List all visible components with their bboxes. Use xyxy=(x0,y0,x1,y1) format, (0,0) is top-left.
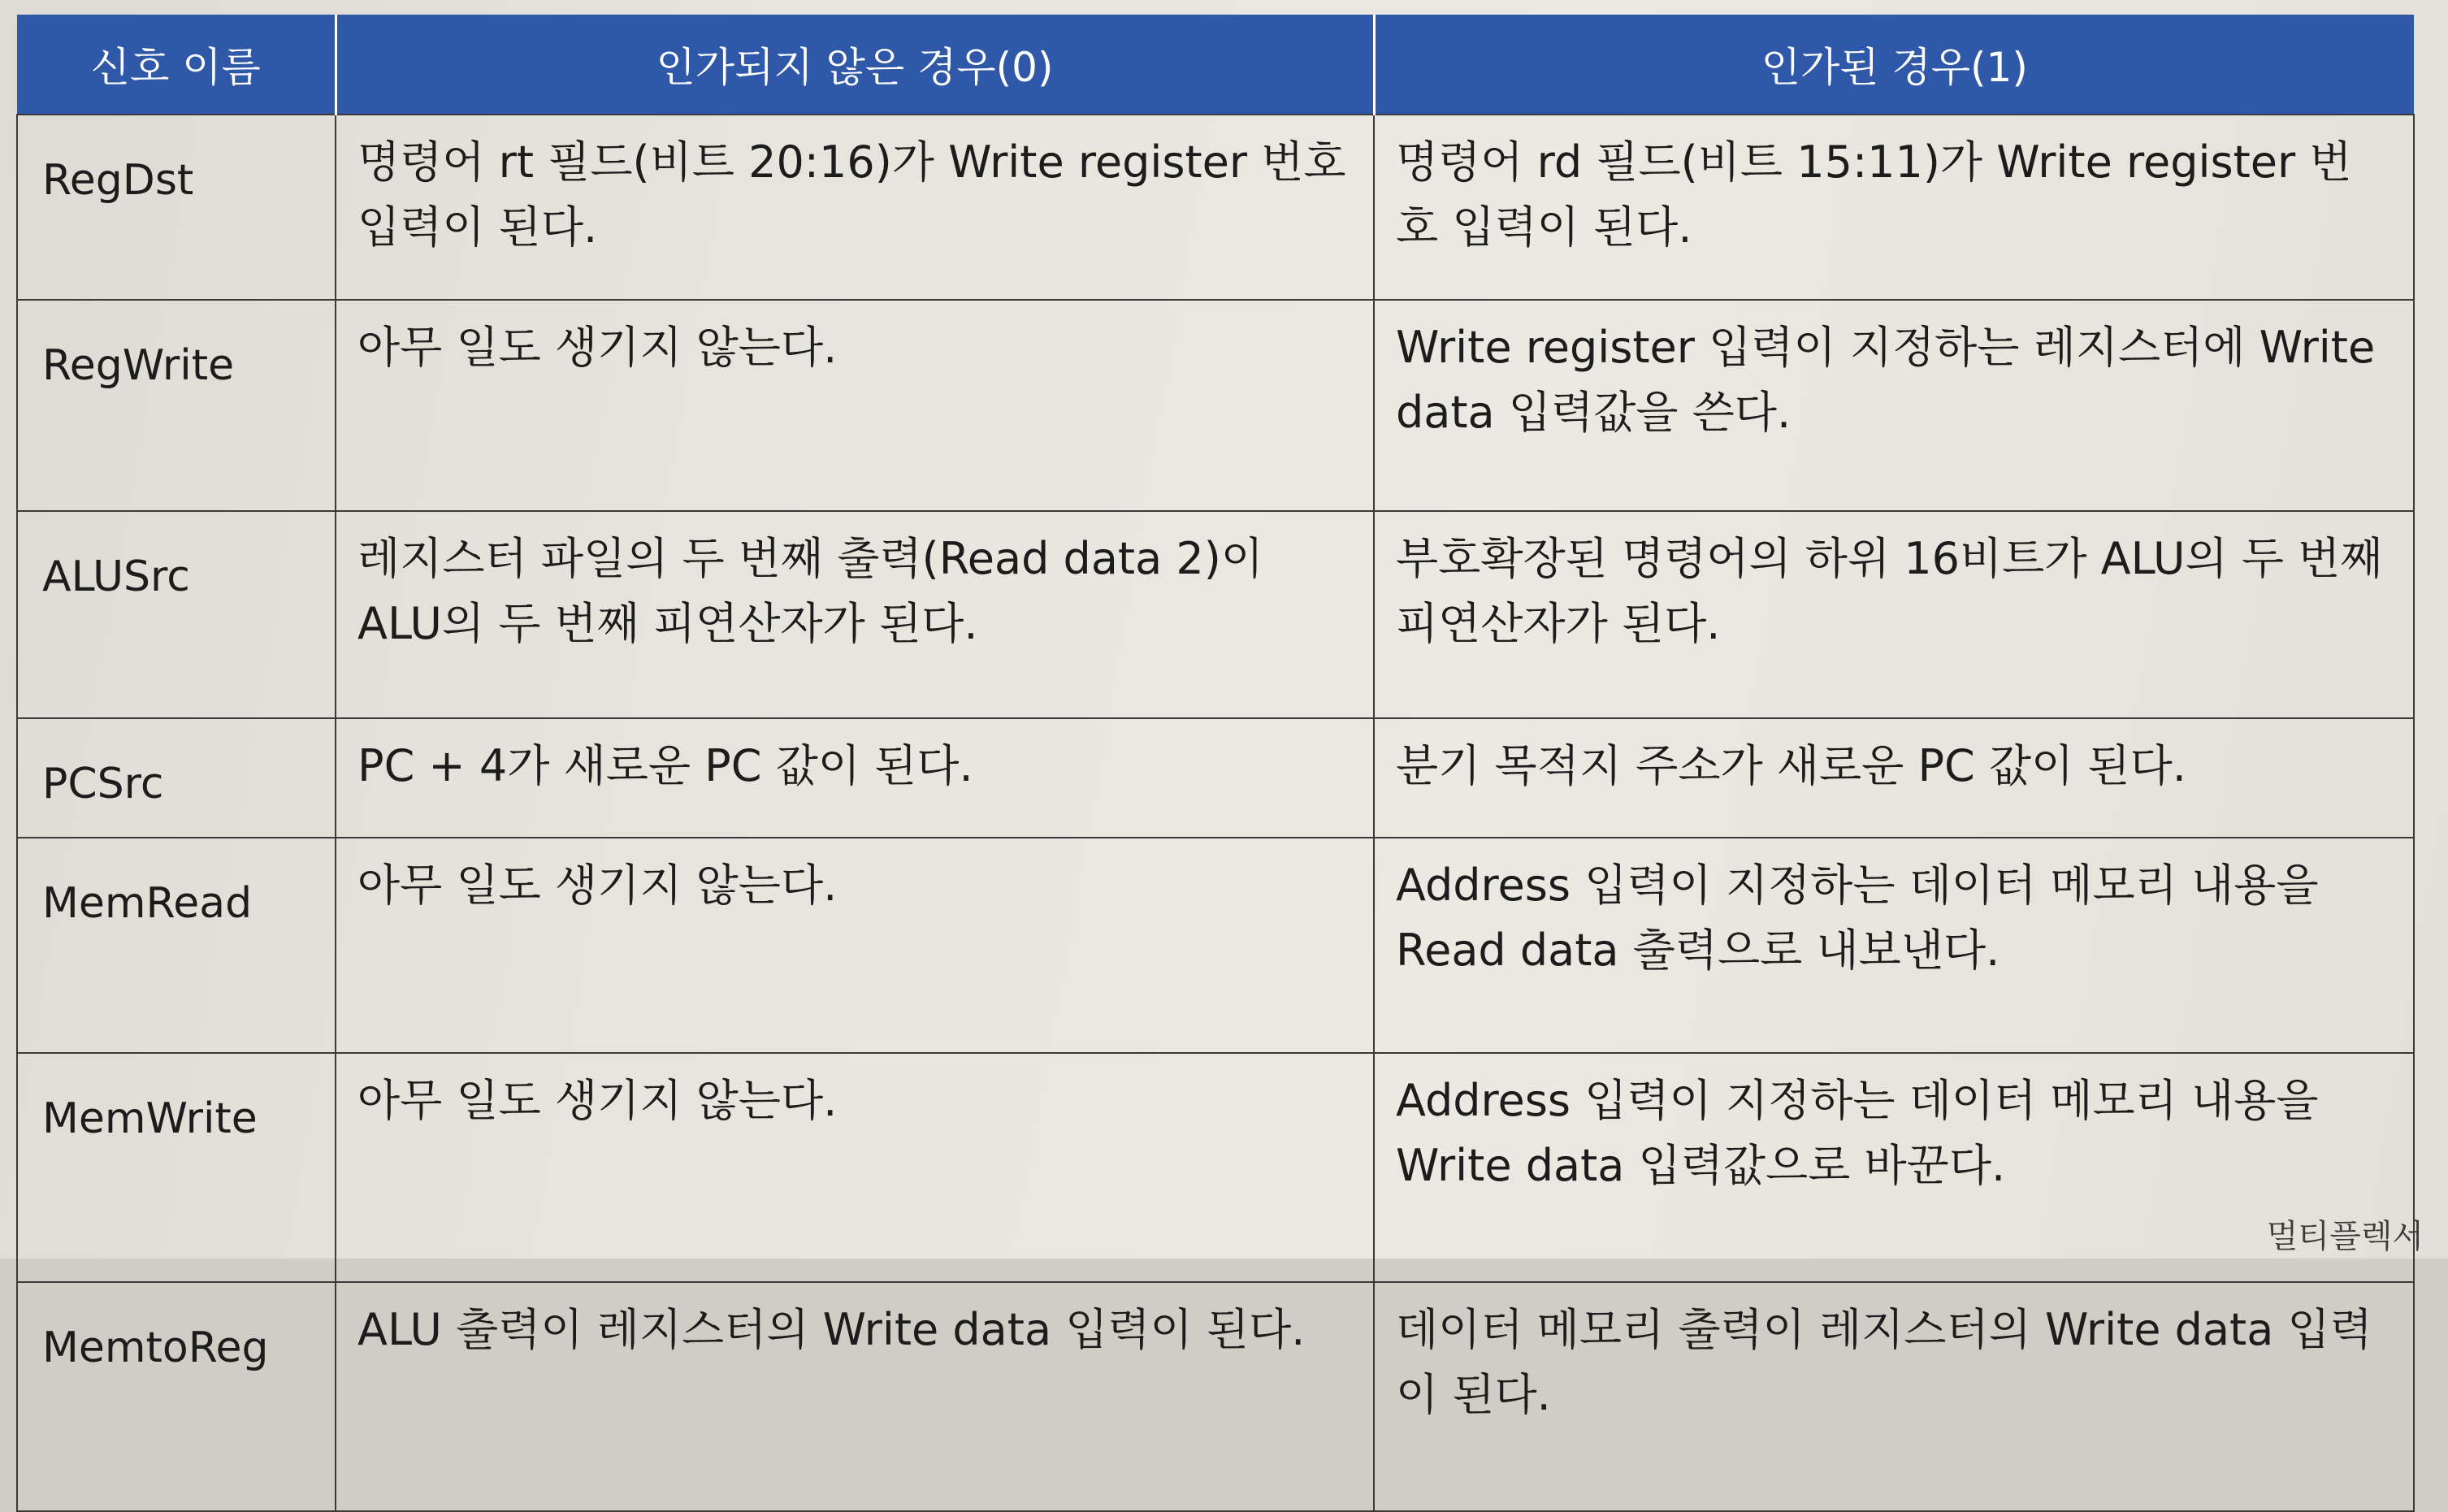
table-header-row xyxy=(17,15,2414,115)
table-row xyxy=(17,300,2414,511)
asserted-effect: 부호확장된 명령어의 하위 16비트가 ALU의 두 번째 피연산자가 된다. xyxy=(1374,511,2414,718)
signal-name: MemtoReg xyxy=(17,1282,336,1511)
table-row xyxy=(17,838,2414,1053)
cut-off-page-text: 멀티플렉서 xyxy=(2266,1218,2424,1255)
deasserted-effect: PC + 4가 새로운 PC 값이 된다. xyxy=(336,718,1374,838)
signal-name: RegDst xyxy=(17,115,336,300)
asserted-effect: 분기 목적지 주소가 새로운 PC 값이 된다. xyxy=(1374,718,2414,838)
asserted-effect: 명령어 rd 필드(비트 15:11)가 Write register 번호 입력이 된다. xyxy=(1374,115,2414,300)
signal-name: ALUSrc xyxy=(17,511,336,718)
deasserted-effect: 아무 일도 생기지 않는다. xyxy=(336,1053,1374,1282)
asserted-effect: 데이터 메모리 출력이 레지스터의 Write data 입력이 된다. xyxy=(1374,1282,2414,1511)
asserted-effect: Address 입력이 지정하는 데이터 메모리 내용을 Write data 입력값으로 바꾼다. xyxy=(1374,1053,2414,1282)
deasserted-effect: 명령어 rt 필드(비트 20:16)가 Write register 번호 입력이 된다. xyxy=(336,115,1374,300)
table-row xyxy=(17,1282,2414,1511)
table-row xyxy=(17,115,2414,300)
control-signal-table-wrapper xyxy=(16,15,2413,1420)
table-row xyxy=(17,511,2414,718)
signal-name: MemRead xyxy=(17,838,336,1053)
signal-name: MemWrite xyxy=(17,1053,336,1282)
asserted-effect: Address 입력이 지정하는 데이터 메모리 내용을 Read data 출력으로 내보낸다. xyxy=(1374,838,2414,1053)
header-asserted: 인가된 경우(1) xyxy=(1374,15,2414,115)
deasserted-effect: 아무 일도 생기지 않는다. xyxy=(336,300,1374,511)
asserted-effect: Write register 입력이 지정하는 레지스터에 Write data 입력값을 쓴다. xyxy=(1374,300,2414,511)
header-signal-name: 신호 이름 xyxy=(17,15,336,115)
signal-name: RegWrite xyxy=(17,300,336,511)
control-signal-table xyxy=(16,15,2415,1512)
deasserted-effect: 레지스터 파일의 두 번째 출력(Read data 2)이 ALU의 두 번째 피연산자가 된다. xyxy=(336,511,1374,718)
header-deasserted: 인가되지 않은 경우(0) xyxy=(336,15,1374,115)
table-row xyxy=(17,1053,2414,1282)
deasserted-effect: ALU 출력이 레지스터의 Write data 입력이 된다. xyxy=(336,1282,1374,1511)
table-row xyxy=(17,718,2414,838)
signal-name: PCSrc xyxy=(17,718,336,838)
deasserted-effect: 아무 일도 생기지 않는다. xyxy=(336,838,1374,1053)
